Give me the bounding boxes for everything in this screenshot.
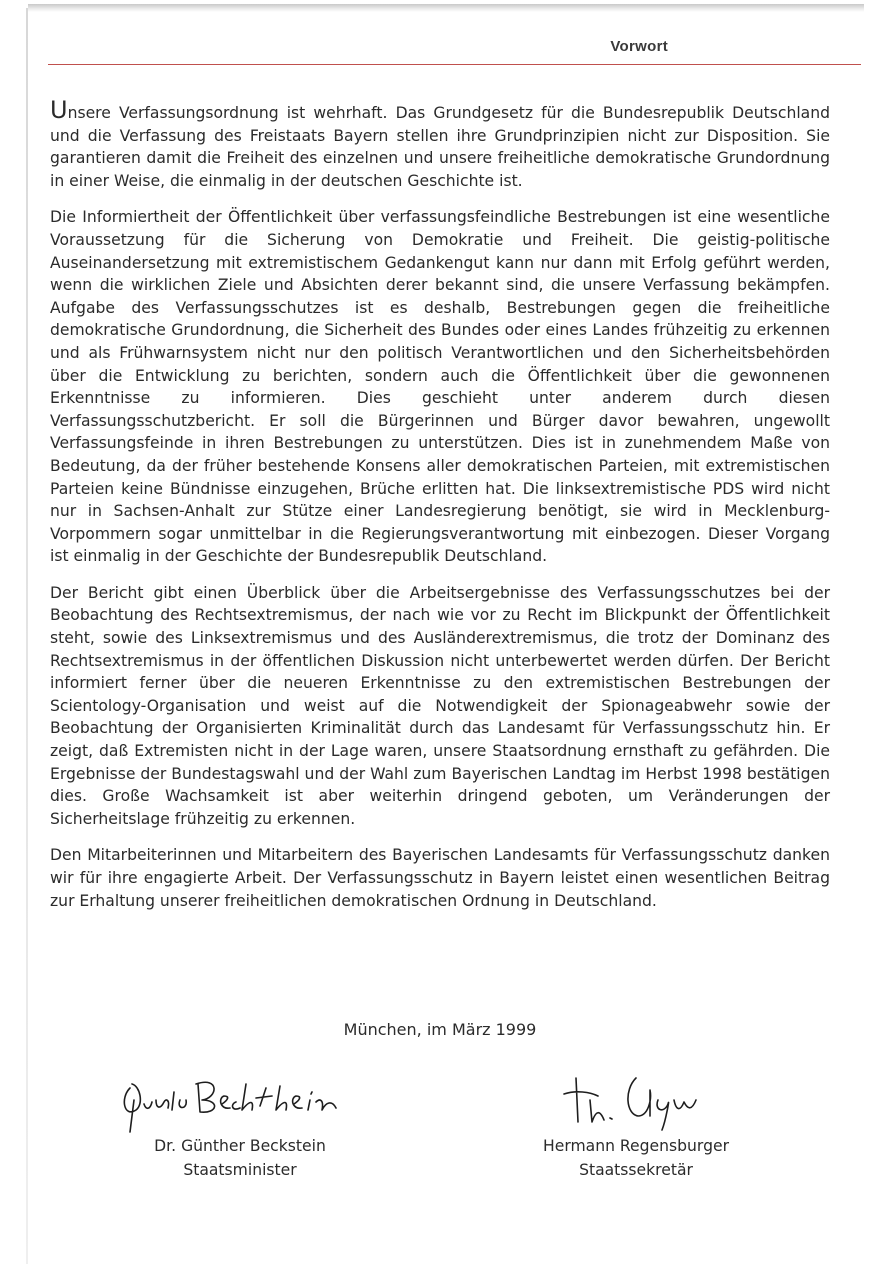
paragraph-4: Den Mitarbeiterinnen und Mitarbeitern des Bayerischen Landesamts für Verfassungsschutz danken wir für ihre engagierte Arbeit. Der Verfassungsschutz in Bayern leistet einen wesentlichen Beitrag zur Erhaltung unserer freiheitlichen demokratischen Ordnung in Deutschland. [50, 846, 830, 910]
page-top-shadow [28, 4, 864, 12]
signer-name: Hermann Regensburger [543, 1137, 729, 1155]
signer-name: Dr. Günther Beckstein [154, 1137, 326, 1155]
paragraph-3: Der Bericht gibt einen Überblick über die Arbeitsergebnisse des Verfassungsschutzes bei der Beobachtung des Rechtsextremismus, der nach wie vor zu Recht im Blickpunkt der Öffentlichkeit steht, sowie des Linksextremismus und des Ausländerextremismus, die trotz der Dominanz des Rechtsextremismus in der öffentlichen Diskussion nicht unterbewertet werden dürfen. Der Bericht informiert ferner über die neueren Erkenntnisse zu den extremistischen Bestrebungen der Scientology-Organisation und weist auf die Notwendigkeit der Spionageabwehr sowie der Beobachtung der Organisierten Kriminalität durch das Landesamt für Verfassungsschutz hin. Er zeigt, daß Extremisten nicht in der Lage waren, unsere Staatsordnung ernsthaft zu gefährden. Die Ergebnisse der Bundestagswahl und der Wahl zum Bayerischen Landtag im Herbst 1998 bestätigen dies. Große Wachsamkeit ist aber weiterhin dringend geboten, um Veränderungen der Sicherheitslage frühzeitig zu erkennen. [50, 583, 830, 828]
page-left-edge [26, 8, 28, 1264]
signer-role: Staatssekretär [579, 1161, 693, 1179]
handwritten-signature-beckstein [110, 1070, 370, 1134]
drop-cap: U [50, 96, 68, 124]
signature-block-secretary [486, 1070, 786, 1182]
paragraph-1-text: nsere Verfassungsordnung ist wehrhaft. Das Grundgesetz für die Bundesrepublik Deutschland und die Verfassung des Freistaats Bayern stellen ihre Grundprinzipien nicht zur Disposition. Sie garantieren damit die Freiheit des einzelnen und unsere freiheitliche demokratische Grundordnung in einer Weise, die einmalig in der deutschen Geschichte ist. [50, 104, 830, 190]
paragraph-2: Die Informiertheit der Öffentlichkeit über verfassungsfeindliche Bestrebungen ist eine wesentliche Voraussetzung für die Sicherung von Demokratie und Freiheit. Die geistig-politische Auseinandersetzung mit extremistischem Gedankengut kann nur dann mit Erfolg geführt werden, wenn die wirklichen Ziele und Absichten derer bekannt sind, die unsere Verfassung bekämpfen. Aufgabe des Verfassungsschutzes ist es deshalb, Bestrebungen gegen die freiheitliche demokratische Grundordnung, die Sicherheit des Bundes oder eines Landes frühzeitig zu erkennen und als Frühwarnsystem nicht nur den politisch Verantwortlichen und den Sicherheitsbehörden über die Entwicklung zu berichten, sondern auch die Öffentlichkeit über die gewonnenen Erkenntnisse zu informieren. Dies geschieht unter anderem durch diesen Verfassungsschutzbericht. Er soll die Bürgerinnen und Bürger davor bewahren, ungewollt Verfassungsfeinde in ihren Bestrebungen zu unterstützen. Dies ist in zunehmendem Maße von Bedeutung, da der früher bestehende Konsens aller demokratischen Parteien, mit extremistischen Parteien keine Bündnisse einzugehen, Brüche erlitten hat. Die linksextremistische PDS wird nicht nur in Sachsen-Anhalt zur Stütze einer Landesregierung benötigt, sie wird in Mecklenburg-Vorpommern sogar unmittelbar in die Regierungsverantwortung mit einbezogen. Dieser Vorgang ist einmalig in der Geschichte der Bundesrepublik Deutschland. [50, 208, 830, 566]
signer-role: Staatsminister [183, 1161, 297, 1179]
place-date: München, im März 1999 [343, 1020, 537, 1039]
handwritten-signature-regensburger [506, 1070, 766, 1134]
paragraph-1 [50, 96, 830, 192]
section-title: Vorwort [610, 38, 668, 55]
header-rule [48, 64, 861, 65]
foreword-body [50, 96, 830, 926]
signature-block-minister [90, 1070, 390, 1182]
